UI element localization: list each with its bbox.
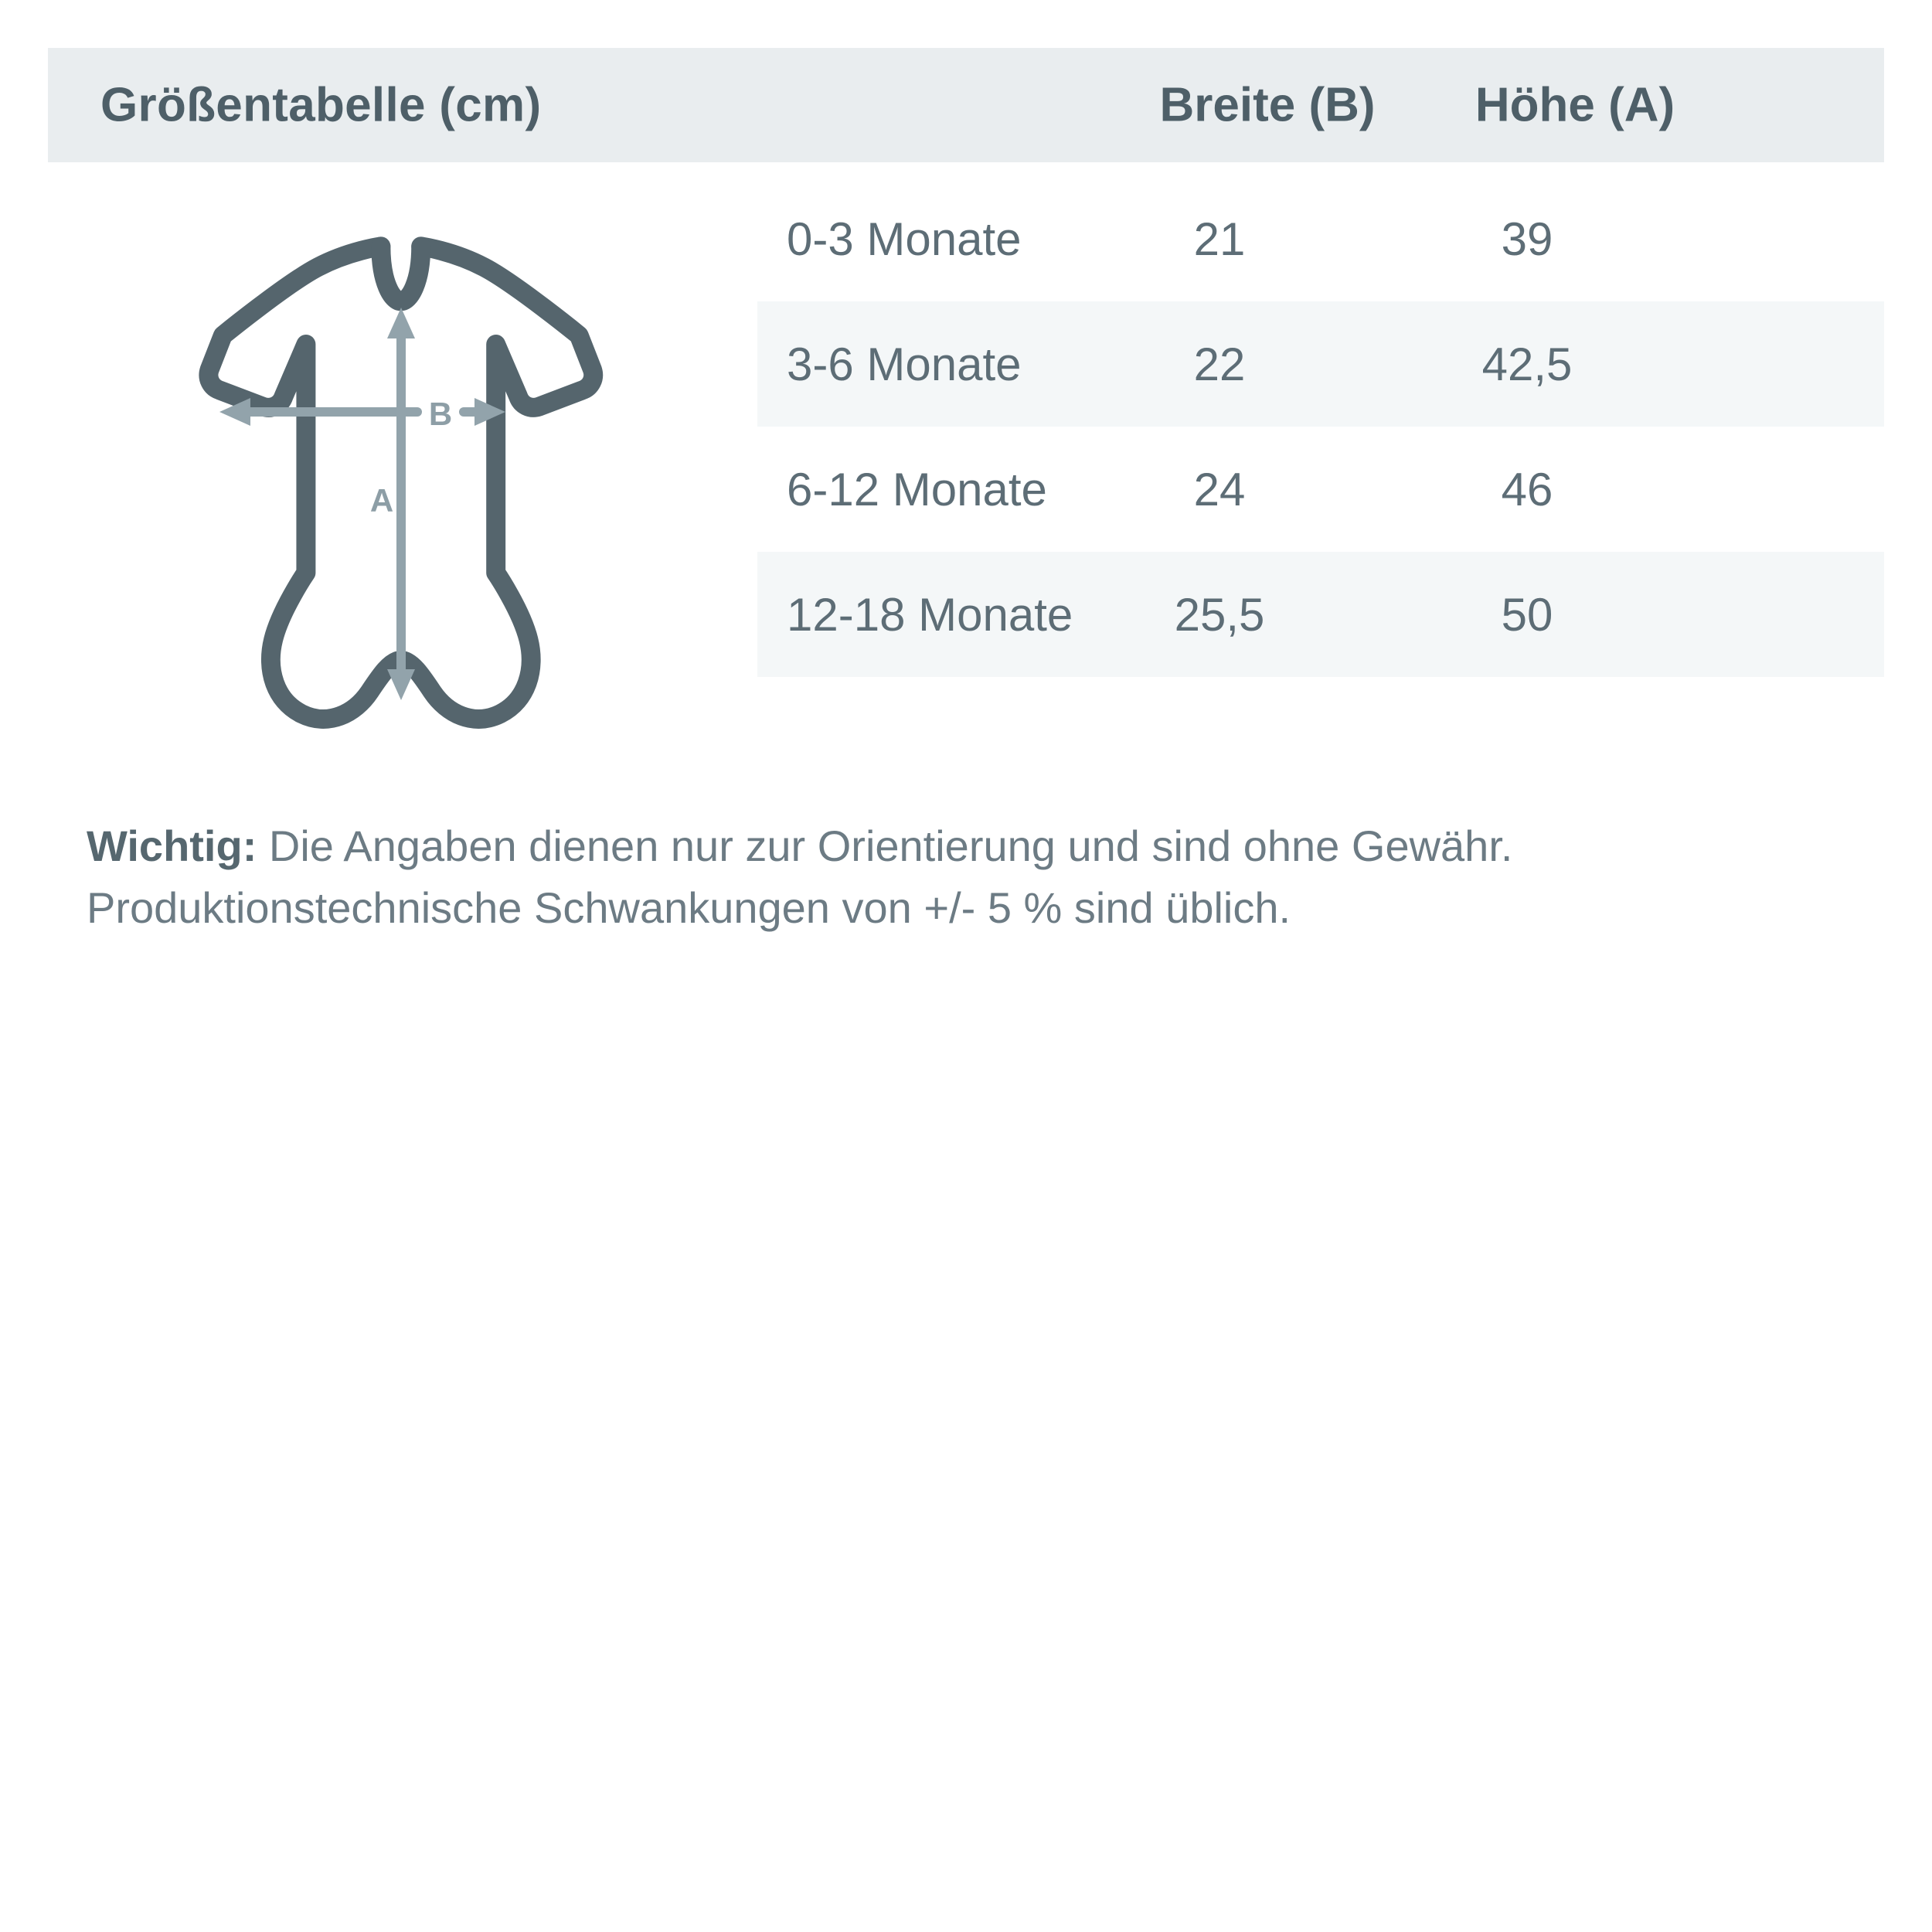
disclaimer-line-1: Die Angaben dienen nur zur Orientierung und sind ohne Gewähr. [257,821,1513,870]
disclaimer-note [87,815,1864,938]
cell-size: 12-18 Monate [787,588,1073,641]
cell-width: 25,5 [1174,588,1265,641]
disclaimer-strong: Wichtig: [87,821,257,870]
cell-width: 21 [1193,213,1246,265]
column-header-width: Breite (B) [1159,78,1376,132]
disclaimer-line-2: Produktionstechnische Schwankungen von +/- 5 % sind üblich. [87,883,1291,932]
table-row [757,176,1884,301]
cell-height: 50 [1501,588,1553,641]
cell-width: 22 [1193,338,1246,390]
table-row [757,301,1884,427]
label-width: B [428,396,453,432]
cell-width: 24 [1193,463,1246,515]
arrow-head-down-icon [387,669,415,700]
page-title: Größentabelle (cm) [100,78,542,132]
table-header [48,48,1884,162]
size-table [757,176,1884,677]
cell-height: 39 [1501,213,1553,265]
cell-height: 42,5 [1481,338,1573,390]
table-row [757,427,1884,552]
cell-size: 3-6 Monate [787,338,1022,390]
cell-size: 6-12 Monate [787,463,1047,515]
garment-illustration [139,224,680,765]
label-height: A [369,482,394,519]
column-header-height: Höhe (A) [1475,78,1675,132]
cell-height: 46 [1501,463,1553,515]
table-row [757,552,1884,677]
cell-size: 0-3 Monate [787,213,1022,265]
arrow-head-up-icon [387,308,415,338]
